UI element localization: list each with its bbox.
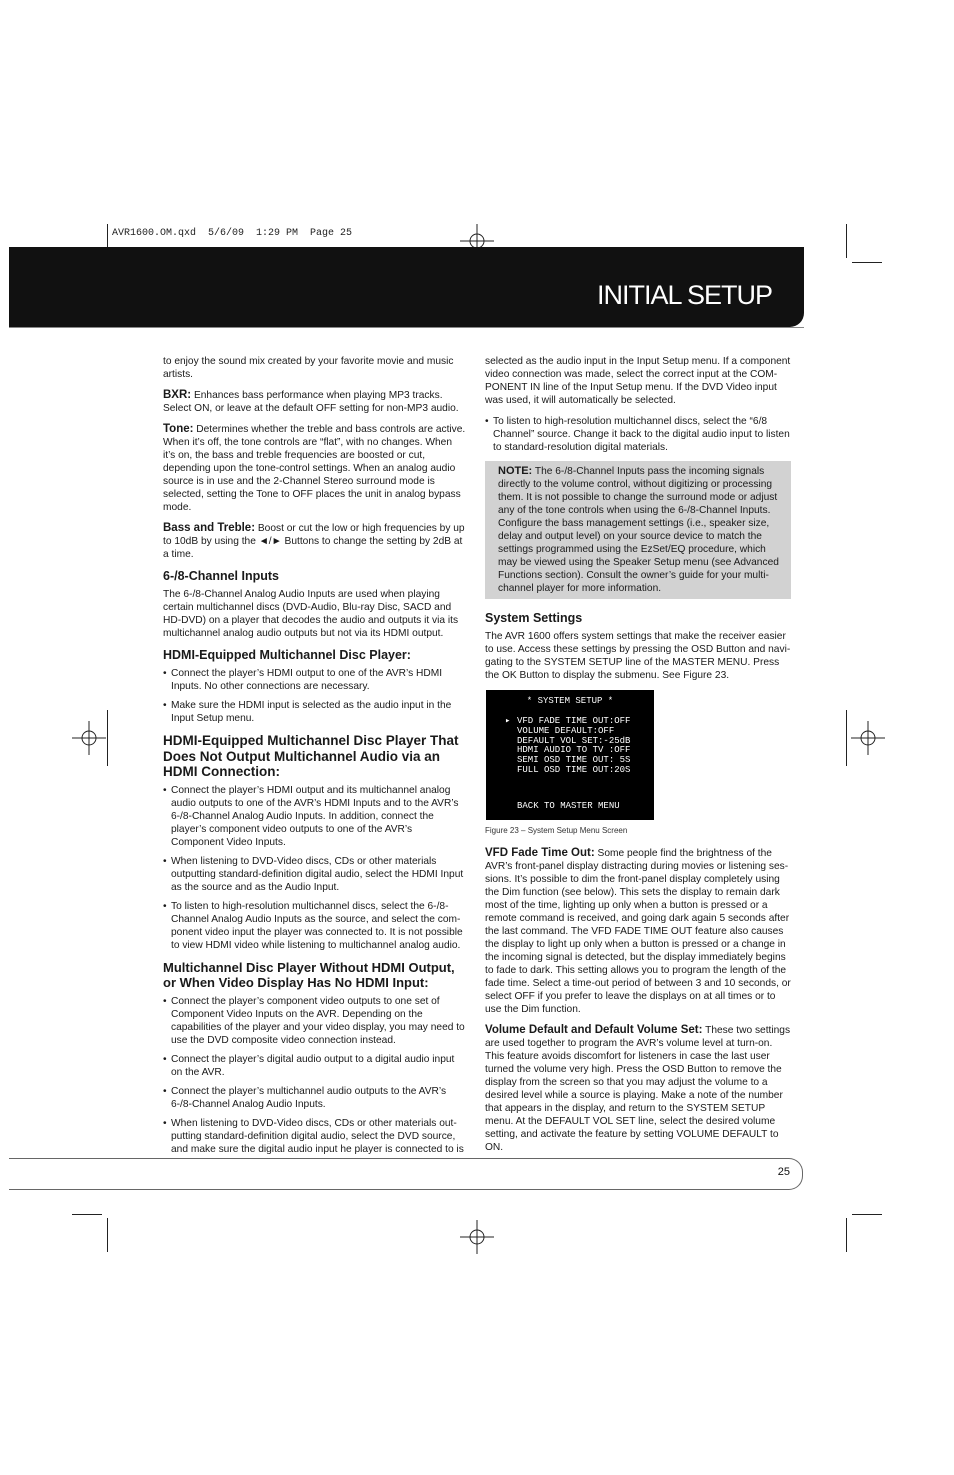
print-slug: AVR1600.OM.qxd 5/6/09 1:29 PM Page 25 xyxy=(112,228,353,239)
header-rule xyxy=(9,327,804,328)
vfd-label: VFD Fade Time Out: xyxy=(485,847,595,859)
right-column xyxy=(485,355,791,1162)
left-column xyxy=(163,355,467,1162)
paragraph-system-settings: The AVR 1600 offers system settings that make the receiver easier to use. Access these settings by pressing the OSD Button and navi-gating to the SYSTEM SETUP line of the MASTER MENU. Press the OK Button to display the submenu. See Figure 23. xyxy=(485,631,791,681)
list-item: • Connect the player’s multichannel audio outputs to the AVR’s 6-/8-Channel Analog Audio Inputs. xyxy=(163,1085,467,1111)
crop-mark xyxy=(846,224,847,258)
screen-menu-lines xyxy=(517,717,630,776)
note-label: NOTE: xyxy=(498,465,533,477)
figure-caption: Figure 23 – System Setup Menu Screen xyxy=(485,826,628,835)
crop-mark xyxy=(852,262,882,263)
screen-back-line: BACK TO MASTER MENU xyxy=(517,801,620,811)
section-header-bar xyxy=(9,247,804,327)
bass-treble-text: Boost or cut the low or high frequencies by up to 10dB by using the ◄/► Buttons to change the setting by 2dB at a time. xyxy=(163,523,465,560)
paragraph-68-channel: The 6-/8-Channel Analog Audio Inputs are used when playing certain multichannel discs (DVD-Audio, Blu-ray Disc, SACD and HD-DVD) on a player that decodes the audio and outputs it via its multichannel analog audio outputs but not via its HDMI output. xyxy=(163,589,459,639)
volume-default-text: These two settings are used together to program the AVR’s volume level at turn-on. This feature avoids discomfort for listeners in case the last user turned the volume very high. Press the OSD Button to remove the display from the screen so that you may adjust the volume to a desired level while a source is playing. Make a note of the number that appears in the display, and return to the SYSTEM SETUP menu. At the DEFAULT VOL SET line, select the desired volume setting, and activate the feature by setting VOLUME DEFAULT to ON. xyxy=(485,1025,791,1153)
continued-list xyxy=(485,415,791,454)
list-item: • Connect the player’s digital audio output to a digital audio input on the AVR. xyxy=(163,1053,467,1079)
vfd-paragraph xyxy=(485,847,791,1016)
crop-mark xyxy=(107,710,108,766)
hdmi-player-list xyxy=(163,667,467,725)
list-item: • Make sure the HDMI input is selected as the audio input in the Input Setup menu. xyxy=(163,699,467,725)
crop-mark xyxy=(107,1218,108,1252)
registration-mark-icon xyxy=(851,721,885,755)
page-footer xyxy=(9,1158,803,1190)
paragraph: to enjoy the sound mix created by your favorite movie and music artists. xyxy=(163,356,454,380)
hdmi-no-multichannel-list xyxy=(163,784,467,952)
bxr-paragraph xyxy=(163,389,467,415)
crop-mark xyxy=(846,710,847,766)
screen-line: DEFAULT VOL SET:-25dB xyxy=(517,735,631,746)
heading-hdmi-no-multichannel: HDMI-Equipped Multichannel Disc Player That Does Not Output Multichannel Audio via an HDMI Connection: xyxy=(163,733,459,779)
volume-default-label: Volume Default and Default Volume Set: xyxy=(485,1024,703,1036)
bxr-label: BXR: xyxy=(163,389,192,401)
screen-line: SEMI OSD TIME OUT: 5S xyxy=(517,755,631,766)
list-item: • Connect the player’s HDMI output to one of the AVR’s HDMI Inputs. No other connections are necessary. xyxy=(163,667,467,693)
list-item: • When listening to DVD-Video discs, CDs or other materials out-putting standard-definition digital audio, select the DVD source, and make sure the digital audio input he player is connected to is xyxy=(163,1117,467,1156)
heading-68-channel-inputs: 6-/8-Channel Inputs xyxy=(163,569,279,583)
system-setup-screen-figure xyxy=(486,690,654,820)
list-item: • Connect the player’s component video outputs to one set of Component Video Inputs on the AVR. Depending on the capabilities of the player and your video display, you may need to use the DVD composite video connection instead. xyxy=(163,995,467,1047)
tone-label: Tone: xyxy=(163,423,194,435)
crop-mark xyxy=(72,1214,102,1215)
note-box xyxy=(485,461,791,599)
vfd-text: Some people find the brightness of the AVR’s front-panel display distracting during movies or listening ses-sions. It’s possible to dim the front-panel display completely using the Dim function (see below). This sets the display to remain dark most of the time, lighting up only when a button is pressed or a remote command is received, and going dark again 5 seconds after the last command. The VFD FADE TIME OUT feature also causes the display to light up only when a button is pressed or a change in the incoming signal is detected, but the display immediately begins to fade to dark. This setting allows you to program the length of the fade time. Select a time-out period of between 3 and 10 seconds, or select OFF if you prefer to leave the displays on at all times or to use the Dim function. xyxy=(485,848,791,1015)
screen-title: * SYSTEM SETUP * xyxy=(526,696,614,706)
heading-system-settings: System Settings xyxy=(485,611,583,625)
screen-line: FULL OSD TIME OUT:20S xyxy=(517,764,631,775)
bass-treble-label: Bass and Treble: xyxy=(163,522,256,534)
bxr-text: Enhances bass performance when playing MP3 tracks. Select ON, or leave at the default OFF setting for non-MP3 audio. xyxy=(163,390,459,414)
screen-line: HDMI AUDIO TO TV :OFF xyxy=(517,745,631,756)
crop-mark xyxy=(852,1214,882,1215)
volume-default-paragraph xyxy=(485,1024,791,1154)
paragraph-continued: selected as the audio input in the Input Setup menu. If a component video connection was made, select the correct input at the COM-PONENT IN line of the Input Setup menu. If the DVD Video input was used, it will automatically be selected. xyxy=(485,356,791,406)
registration-mark-icon xyxy=(460,1220,494,1254)
page-number: 25 xyxy=(777,1166,790,1178)
list-item: • When listening to DVD-Video discs, CDs or other materials outputting standard-definition digital audio, select the HDMI Input as the source and as the Audio Input. xyxy=(163,855,467,894)
list-item: • Connect the player’s HDMI output and its multichannel analog audio outputs to one of the AVR’s HDMI Inputs and to the AVR’s 6-/8-Channel Analog Audio Inputs. In addition, connect the player’s component video outputs to one of the AVR’s Component Video Inputs. xyxy=(163,784,467,849)
list-item: • To listen to high-resolution multichannel discs, select the “6/8 Channel” source. Change it back to the digital audio input to listen to standard-resolution digital materials. xyxy=(485,415,791,454)
bass-treble-paragraph xyxy=(163,522,467,561)
no-hdmi-output-list xyxy=(163,995,467,1156)
note-text: The 6-/8-Channel Inputs pass the incoming signals directly to the volume control, without digitizing or processing them. It is not possible to change the surround mode or adjust any of the tone controls when using the 6-/8-Channel Inputs. Configure the bass management settings (i.e., speaker size, delay and output level) on your source device to match the settings programmed using the EzSet/EQ procedure, which may be viewed using the Speaker Setup menu (see Advanced Functions section). Consult the owner’s guide for your multi-channel player for more information. xyxy=(498,466,779,594)
screen-line: VOLUME DEFAULT:OFF xyxy=(517,725,615,736)
screen-line: VFD FADE TIME OUT:OFF xyxy=(517,716,631,726)
registration-mark-icon xyxy=(72,721,106,755)
heading-hdmi-player: HDMI-Equipped Multichannel Disc Player: xyxy=(163,648,411,662)
section-title: INITIAL SETUP xyxy=(596,280,772,310)
crop-mark xyxy=(846,1218,847,1252)
tone-text: Determines whether the treble and bass controls are active. When it’s off, the tone controls are “flat”, with no changes. When it’s on, the bass and treble frequencies are boosted or cut, depending upon the tone-control settings. When an analog audio source is in use and the 2-Channel Stereo surround mode is selected, setting the Tone to OFF places the unit in analog bypass mode. xyxy=(163,424,466,513)
cursor-arrow-icon: ▸ xyxy=(505,716,511,726)
list-item: • To listen to high-resolution multichannel discs, select the 6-/8-Channel Analog Audio Inputs as the source, and select the com-ponent video input the player was connected to. It is not possible to view HDMI video while listening to multichannel analog audio. xyxy=(163,900,467,952)
tone-paragraph xyxy=(163,423,467,514)
heading-no-hdmi-output: Multichannel Disc Player Without HDMI Output, or When Video Display Has No HDMI Input: xyxy=(163,959,455,990)
